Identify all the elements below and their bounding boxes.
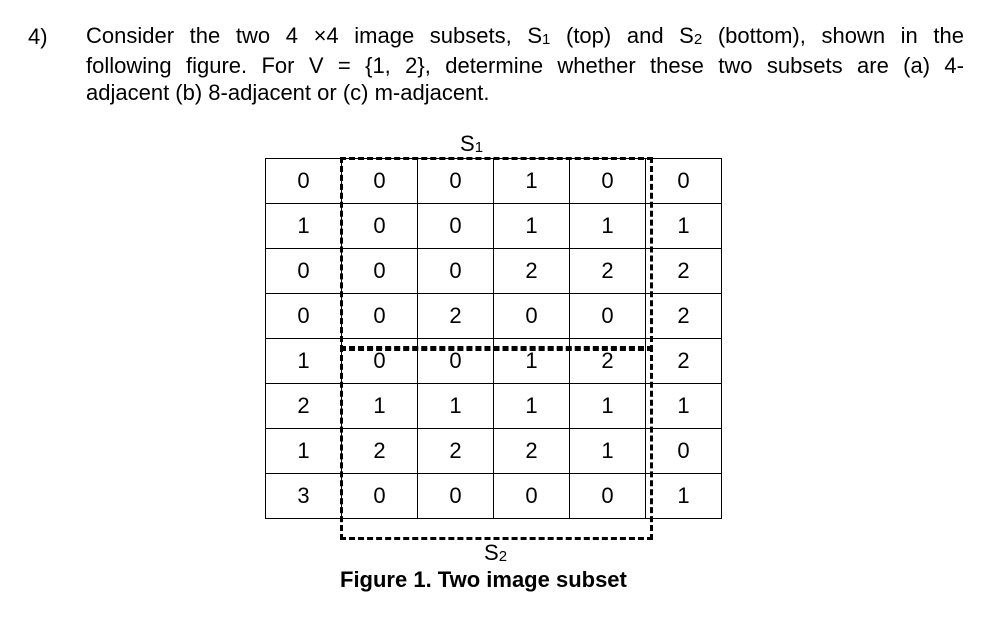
grid-cell: 2 [494,429,570,474]
grid-cell: 2 [570,339,646,384]
grid-row [266,429,722,474]
s1-label-subscript: 1 [474,139,484,156]
grid-cell: 1 [266,204,342,249]
grid-row [266,294,722,339]
question-line-1 [86,22,964,52]
grid-cell: 0 [342,294,418,339]
question-line-1-part-a: Consider the two 4 ×4 image subsets, S [86,23,543,48]
grid-cell: 2 [646,339,722,384]
grid-cell: 0 [570,294,646,339]
grid-cell: 1 [570,204,646,249]
grid-cell: 1 [646,204,722,249]
grid-row [266,339,722,384]
grid-row [266,249,722,294]
grid-cell: 1 [646,384,722,429]
grid-row [266,159,722,204]
grid-cell: 0 [494,294,570,339]
grid-row [266,204,722,249]
grid-cell: 2 [418,429,494,474]
question-line-3: adjacent (b) 8-adjacent or (c) m-adjacent. [86,80,490,105]
question-line-1-part-b: (top) and S [550,23,694,48]
grid-cell: 2 [570,249,646,294]
grid-cell: 1 [494,384,570,429]
question-number: 4) [28,24,48,49]
grid-cell: 0 [646,159,722,204]
grid-cell: 1 [418,384,494,429]
image-grid [265,158,722,519]
s2-label-letter: S [484,540,499,565]
grid-cell: 0 [418,249,494,294]
grid-cell: 2 [646,294,722,339]
question-line-1-part-c: (bottom), shown in the [702,23,964,48]
s2-subscript: 2 [693,31,703,48]
grid-cell: 2 [494,249,570,294]
grid-cell: 0 [418,159,494,204]
grid-cell: 1 [570,429,646,474]
grid-cell: 1 [494,159,570,204]
grid-cell: 1 [646,474,722,519]
grid-cell: 3 [266,474,342,519]
grid-cell: 0 [418,339,494,384]
s1-subscript: 1 [542,31,551,48]
grid-cell: 2 [418,294,494,339]
grid-cell: 2 [646,249,722,294]
grid-cell: 1 [266,429,342,474]
grid-cell: 0 [494,474,570,519]
grid-cell: 0 [342,474,418,519]
s1-label-letter: S [460,131,475,156]
question-text [86,22,964,106]
grid-cell: 0 [266,249,342,294]
figure-caption: Figure 1. Two image subset [340,567,627,592]
grid-cell: 0 [342,339,418,384]
grid-cell: 1 [494,204,570,249]
grid-cell: 0 [646,429,722,474]
grid-cell: 0 [418,204,494,249]
grid-cell: 1 [494,339,570,384]
grid-cell: 0 [266,159,342,204]
question-line-2: following figure. For V = {1, 2}, determine whether these two subsets are (a) 4- [86,53,964,78]
s2-label [484,540,507,566]
grid-cell: 2 [342,429,418,474]
grid-cell: 1 [266,339,342,384]
grid-cell: 2 [266,384,342,429]
s2-label-subscript: 2 [498,548,508,565]
grid-row [266,474,722,519]
grid-cell: 1 [342,384,418,429]
s1-label [460,131,483,157]
grid-cell: 0 [342,204,418,249]
grid-row [266,384,722,429]
grid-cell: 0 [266,294,342,339]
grid-cell: 0 [342,249,418,294]
grid-cell: 0 [570,474,646,519]
grid-cell: 0 [418,474,494,519]
image-grid-body [266,159,722,519]
grid-cell: 1 [570,384,646,429]
grid-cell: 0 [342,159,418,204]
grid-cell: 0 [570,159,646,204]
